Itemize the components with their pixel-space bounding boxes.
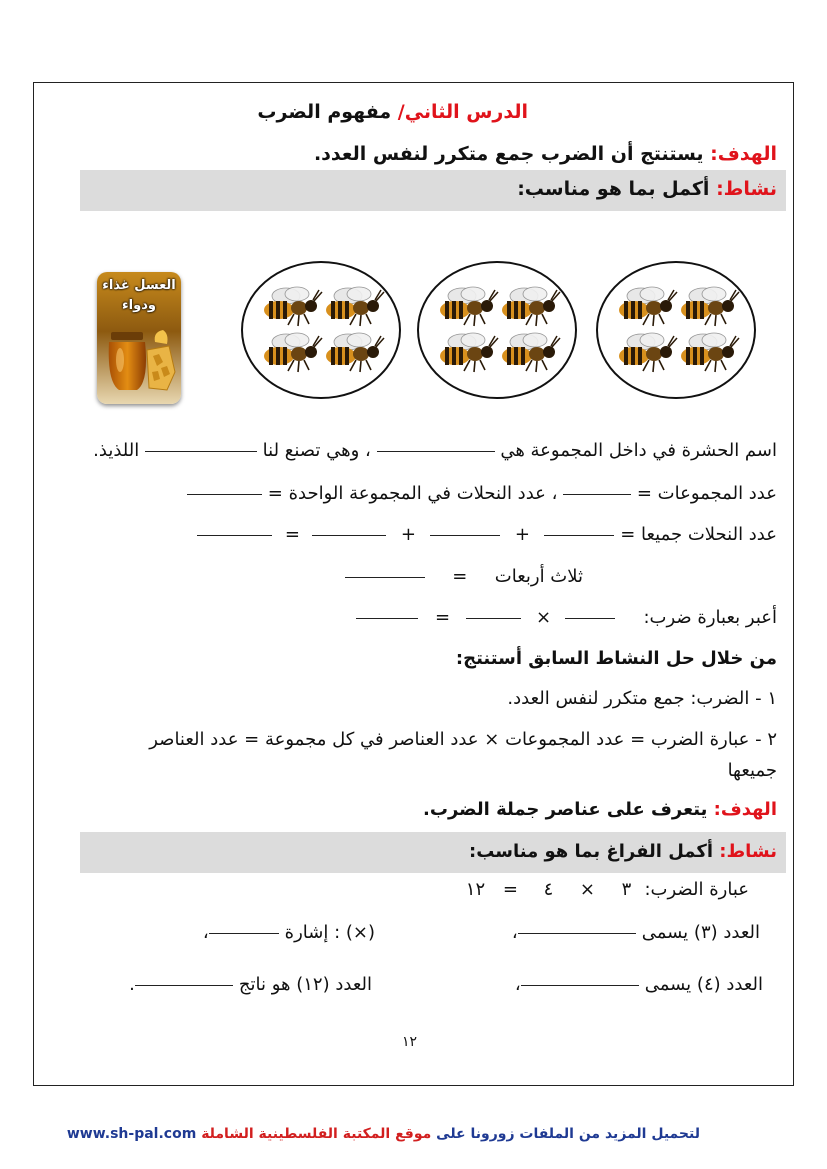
three-fours-blank[interactable] <box>345 576 425 578</box>
activity-label: نشاط: <box>716 178 777 200</box>
lesson-title <box>257 101 528 123</box>
page-number: ١٢ <box>402 1034 418 1050</box>
delicious-text: اللذيذ. <box>93 440 145 461</box>
factor-a: ٣ <box>621 879 632 900</box>
goal-label: الهدف: <box>710 143 777 165</box>
activity-1 <box>517 178 777 200</box>
groups-count-line <box>187 483 777 504</box>
mult-sentence <box>460 879 749 900</box>
bee-group-2 <box>417 261 577 399</box>
num4-name-line <box>515 974 763 995</box>
num12-blank[interactable] <box>135 984 233 986</box>
addend-3-blank[interactable] <box>312 534 386 536</box>
total-bees-text: عدد النحلات جميعا = <box>614 524 777 545</box>
activity-text: أكمل الفراغ بما هو مناسب: <box>469 841 720 862</box>
bees-per-group-text: ، عدد النحلات في المجموعة الواحدة = <box>262 483 564 504</box>
conclusion-point-2-cont: جميعها <box>727 760 777 781</box>
product: ١٢ <box>465 879 486 900</box>
num3-text: العدد (٣) يسمى <box>641 922 760 943</box>
footer-site-name[interactable]: موقع المكتبة الفلسطينية الشاملة <box>201 1126 432 1142</box>
factor-b: ٤ <box>543 879 554 900</box>
insect-name-blank[interactable] <box>377 450 495 452</box>
express-line <box>356 607 777 628</box>
three-fours-text: ثلاث أربعات <box>494 566 583 587</box>
conclusion-heading: من خلال حل النشاط السابق أستنتج: <box>455 648 777 669</box>
addend-2-blank[interactable] <box>430 534 500 536</box>
comma: ، <box>514 974 521 995</box>
activity-text: أكمل بما هو مناسب: <box>517 178 717 200</box>
sum-blank[interactable] <box>197 534 272 536</box>
total-bees-line <box>197 524 777 545</box>
goal-1 <box>314 143 777 165</box>
bee-icon <box>261 285 325 327</box>
bees-per-group-blank[interactable] <box>187 493 262 495</box>
groups-count-blank[interactable] <box>563 493 631 495</box>
goal-2 <box>423 799 777 820</box>
addend-1-blank[interactable] <box>544 534 614 536</box>
lesson-number: الدرس الثاني/ <box>397 101 528 123</box>
equals-sign: = <box>434 607 451 628</box>
equals-sign: = <box>452 566 468 587</box>
product-result-blank[interactable] <box>356 617 418 619</box>
bee-icon <box>323 331 387 373</box>
bee-icon <box>499 331 563 373</box>
bee-icon <box>437 285 501 327</box>
groups-count-text: عدد المجموعات = <box>631 483 777 504</box>
activity-2 <box>469 841 777 862</box>
product-blank[interactable] <box>145 450 257 452</box>
num3-name-line <box>512 922 760 943</box>
honey-caption-2: ودواء <box>122 298 156 313</box>
footer-url[interactable]: www.sh-pal.com <box>66 1126 202 1142</box>
makes-for-us-text: ، وهي تصنع لنا <box>256 440 377 461</box>
bee-group-1 <box>241 261 401 399</box>
bee-group-3 <box>596 261 756 399</box>
equals-sign: = <box>502 879 518 900</box>
bee-icon <box>616 331 680 373</box>
three-fours-line <box>345 566 583 587</box>
bee-icon <box>499 285 563 327</box>
comma: ، <box>511 922 518 943</box>
times-sign: × <box>535 607 552 628</box>
times-sign: × <box>579 879 595 900</box>
num3-blank[interactable] <box>518 932 636 934</box>
bee-icon <box>616 285 680 327</box>
insect-name-line <box>93 440 777 461</box>
conclusion-point-1: ١ - الضرب: جمع متكرر لنفس العدد. <box>507 688 777 709</box>
bee-icon <box>437 331 501 373</box>
factor-1-blank[interactable] <box>565 617 615 619</box>
num12-text: العدد (١٢) هو ناتج <box>238 974 372 995</box>
factor-2-blank[interactable] <box>466 617 521 619</box>
conclusion-point-2: ٢ - عبارة الضرب = عدد المجموعات × عدد العناصر في كل مجموعة = عدد العناصر <box>149 729 777 750</box>
activity-label: نشاط: <box>719 841 777 862</box>
period: . <box>129 974 135 995</box>
num4-text: العدد (٤) يسمى <box>644 974 763 995</box>
lesson-topic: مفهوم الضرب <box>257 101 398 123</box>
footer <box>67 1126 700 1142</box>
num12-name-line <box>129 974 372 995</box>
comma: ، <box>202 922 209 943</box>
honey-caption-1: العسل غذاء <box>102 278 176 293</box>
num4-blank[interactable] <box>521 984 639 986</box>
bee-icon <box>678 331 742 373</box>
bee-icon <box>323 285 387 327</box>
goal-text: يستنتج أن الضرب جمع متكرر لنفس العدد. <box>313 143 711 165</box>
plus-sign: + <box>400 524 417 545</box>
goal-label: الهدف: <box>713 799 777 820</box>
equals-sign: = <box>284 524 301 545</box>
insect-name-text: اسم الحشرة في داخل المجموعة هي <box>494 440 777 461</box>
goal-text: يتعرف على عناصر جملة الضرب. <box>423 799 714 820</box>
sign-blank[interactable] <box>209 932 279 934</box>
bee-icon <box>678 285 742 327</box>
footer-text: لتحميل المزيد من الملفات زورونا على <box>431 1126 700 1142</box>
honey-image <box>97 272 181 404</box>
plus-sign: + <box>514 524 531 545</box>
sign-text: (×) : إشارة <box>284 922 375 943</box>
sign-name-line <box>203 922 375 943</box>
express-text: أعبر بعبارة ضرب: <box>643 607 777 628</box>
mult-label: عبارة الضرب: <box>644 879 749 900</box>
bee-icon <box>261 331 325 373</box>
